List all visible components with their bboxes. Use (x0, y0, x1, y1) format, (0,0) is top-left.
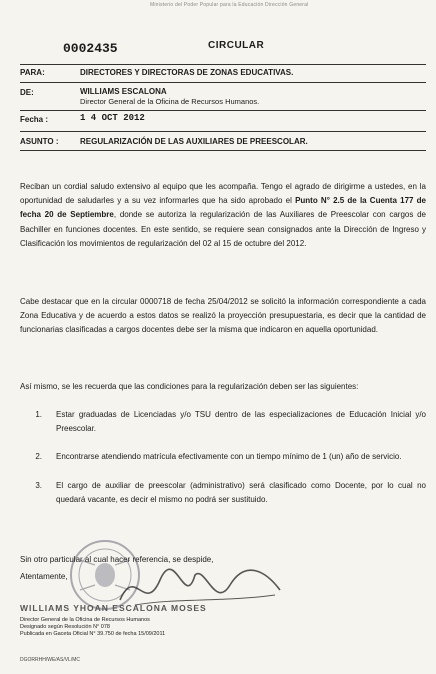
paragraph-1-bold: Punto N° 2.5 de la Cuenta 177 de fecha 20 de Septiembre (20, 196, 427, 220)
document-title: CIRCULAR (208, 40, 265, 51)
signatory-name: WILLIAMS YHOAN ESCALONA MOSES (20, 603, 207, 613)
list-item-number: 2. (35, 452, 42, 462)
circular-number: 0002435 (63, 41, 118, 56)
closing-line: Sin otro particular al cual hacer referencia, se despide, (20, 555, 214, 564)
header-rule-top (20, 64, 426, 65)
fecha-label: Fecha : (20, 115, 49, 124)
header-rule-bottom (20, 150, 426, 151)
closing-atentamente: Atentamente, (20, 572, 68, 582)
reference-initials: DGORRHH/WE/AS/VL/MC (20, 657, 81, 663)
signatory-credentials (20, 617, 165, 638)
paragraph-2: Cabe destacar que en la circular 0000718 de fecha 25/04/2012 se solicitó la información correspondiente a cada Zona Educativa y de acuerdo a estos datos se realizó la proyección presupuestaria, es decir que la cantidad de funcionarias clasificadas a cargos docentes debe ser la misma que indicaron en aquella oportunidad. (20, 297, 426, 335)
signatory-resolution: Designado según Resolución N° 078 (20, 624, 110, 630)
paragraph-3: Así mismo, se les recuerda que las condiciones para la regularización deben ser las siguientes: (20, 382, 359, 391)
header-rule-2 (20, 110, 426, 111)
closing-block (20, 553, 213, 584)
list-item-text: Encontrarse atendiendo matrícula efectivamente con un tiempo mínimo de 1 (un) año de servicio. (56, 452, 402, 462)
list-item (20, 479, 426, 507)
paragraph-1-b: , donde se autoriza la regularización de las Auxiliares de Preescolar con cargos de Bachiller en funciones docentes. En este sentido, se requiere sean consignados ante la Dirección de Ingreso y Clasificación los movimientos de regularización del 02 al 15 de octubre del 2012. (20, 210, 426, 248)
de-label: DE: (20, 88, 34, 97)
letterhead-strip: Ministerio del Poder Popular para la Educación Dirección General (150, 2, 309, 8)
fecha-value: 1 4 OCT 2012 (80, 113, 145, 123)
conditions-list (20, 408, 426, 507)
header-rule-3 (20, 131, 426, 132)
list-item (20, 450, 426, 464)
paragraph-1 (20, 180, 426, 251)
signatory-gazette: Publicada en Gaceta Oficial N° 39.750 de fecha 15/09/2011 (20, 631, 166, 637)
list-item-number: 1. (35, 410, 42, 419)
para-label: PARA: (20, 68, 45, 77)
list-item-text: Estar graduadas de Licenciadas y/o TSU dentro de las especializaciones de Educación Inicial y/o Preescolar. (56, 410, 426, 434)
asunto-value: REGULARIZACIÓN DE LAS AUXILIARES DE PREESCOLAR. (80, 137, 308, 146)
asunto-label: ASUNTO : (20, 137, 59, 146)
list-item (20, 408, 426, 436)
signatory-title: Director General de la Oficina de Recursos Humanos (20, 617, 150, 623)
paragraph-1-a: Reciban un cordial saludo extensivo al equipo que les acompaña. Tengo el agrado de dirigirme a ustedes, en la oportunidad de saludarles y a su vez informarles que ha sido aprobado el (20, 182, 426, 206)
de-subtitle: Director General de la Oficina de Recursos Humanos. (80, 97, 260, 106)
para-value: DIRECTORES Y DIRECTORAS DE ZONAS EDUCATIVAS. (80, 68, 294, 77)
list-item-text: El cargo de auxiliar de preescolar (administrativo) será clasificado como Docente, por lo cual no quedará vacante, es decir el mismo no podrá ser sustituido. (56, 480, 426, 504)
de-value: WILLIAMS ESCALONA (80, 87, 167, 96)
list-item-number: 3. (35, 480, 42, 490)
header-rule-1 (20, 82, 426, 83)
